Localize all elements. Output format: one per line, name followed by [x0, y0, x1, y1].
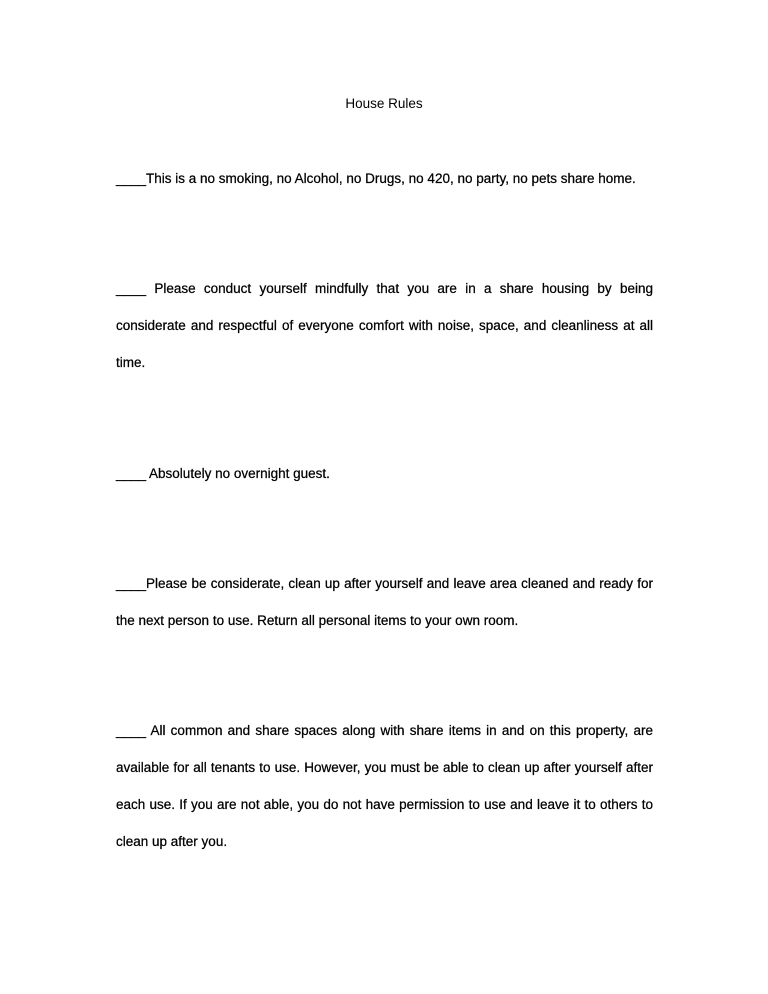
rule-common-spaces: ____ All common and share spaces along with share items in and on this property, are available for all tenants to use. However, you must be able to clean up after yourself after each use. If you are not able, you do not have permission to use and leave it to others to clean up after you.: [116, 723, 653, 849]
page-title: House Rules: [345, 96, 423, 111]
rule-conduct-mindfully: ____ Please conduct yourself mindfully that you are in a share housing by being considerate and respectful of everyone comfort with noise, space, and cleanliness at all time.: [116, 281, 653, 370]
rule-no-smoking: ____This is a no smoking, no Alcohol, no Drugs, no 420, no party, no pets share home.: [116, 171, 636, 186]
rule-clean-up: ____Please be considerate, clean up after yourself and leave area cleaned and ready for the next person to use. Return all personal items to your own room.: [116, 576, 653, 628]
rule-no-overnight-guest: ____ Absolutely no overnight guest.: [116, 466, 330, 481]
